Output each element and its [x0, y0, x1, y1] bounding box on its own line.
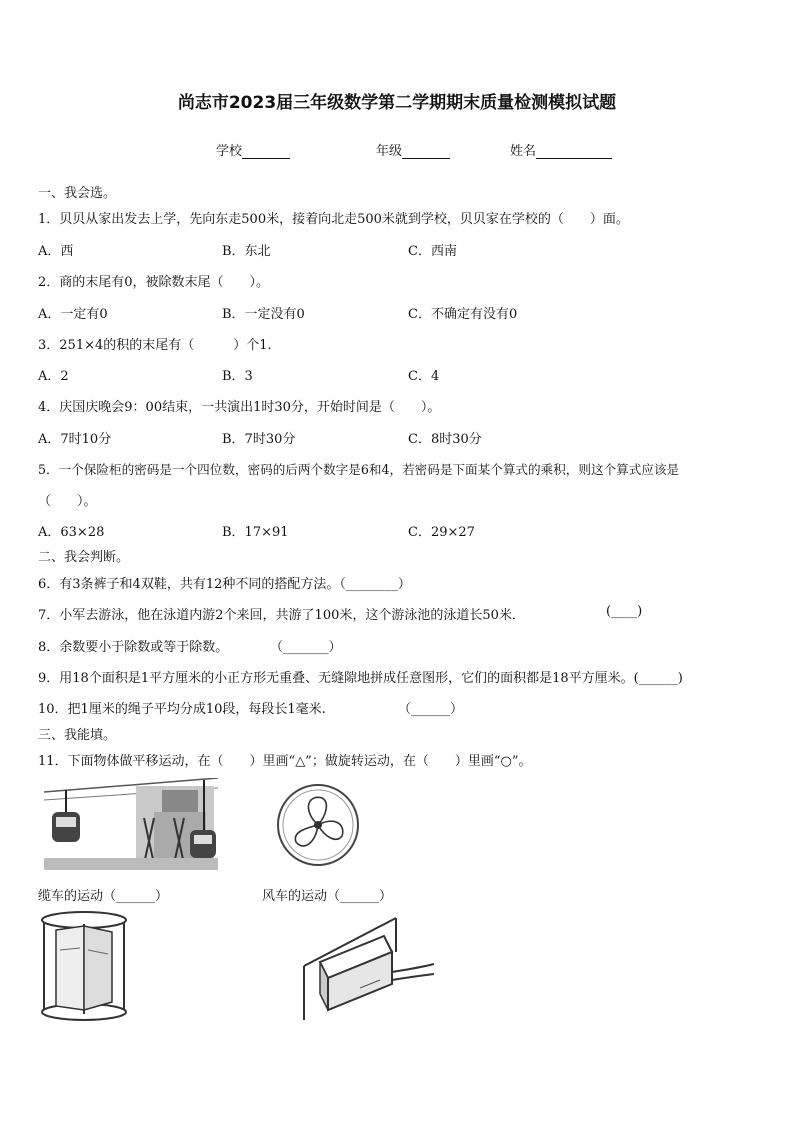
- q4-option-a[interactable]: A．7时10分: [38, 432, 112, 447]
- q2-option-a[interactable]: A．一定有0: [38, 307, 108, 322]
- q4-option-b[interactable]: B．7时30分: [222, 432, 296, 447]
- grade-blank[interactable]: [402, 144, 450, 159]
- q3-option-b[interactable]: B．3: [222, 369, 253, 384]
- q3-option-a[interactable]: A．2: [38, 369, 69, 384]
- section-3-heading: 三、我能填。: [38, 728, 117, 743]
- question-4: 4．庆国庆晚会9：00结束，一共演出1时30分，开始时间是（ ）。: [38, 400, 441, 415]
- q8-answer-blank[interactable]: （_______）: [270, 640, 342, 655]
- q5-option-a[interactable]: A．63×28: [38, 525, 105, 540]
- grade-label: 年级: [376, 144, 403, 159]
- page-title: 尚志市2023届三年级数学第二学期期末质量检测模拟试题: [177, 93, 617, 113]
- question-5: 5．一个保险柜的密码是一个四位数，密码的后两个数字是6和4，若密码是下面某个算式的乘积，则这个算式应该是: [38, 462, 680, 477]
- question-1: 1．贝贝从家出发去上学，先向东走500米，接着向北走500米就到学校，贝贝家在学校的（ ）面。: [38, 212, 629, 227]
- q7-answer-blank[interactable]: (____): [606, 604, 643, 619]
- cable-car-caption[interactable]: 缆车的运动（______）: [38, 889, 169, 904]
- q1-option-b[interactable]: B．东北: [222, 244, 271, 259]
- name-label: 姓名: [510, 144, 537, 159]
- school-blank[interactable]: [242, 144, 290, 159]
- grade-field: [376, 140, 450, 159]
- cable-car-icon: [44, 778, 218, 870]
- question-2: 2．商的末尾有0，被除数末尾（ ）。: [38, 275, 270, 290]
- question-10: 10．把1厘米的绳子平均分成10段，每段长1毫米.: [38, 702, 326, 717]
- school-field: [216, 140, 290, 159]
- q4-option-c[interactable]: C．8时30分: [408, 432, 482, 447]
- question-3: 3．251×4的积的末尾有（ ）个1．: [38, 338, 281, 353]
- q2-option-c[interactable]: C．不确定有没有0: [408, 307, 518, 322]
- section-2-heading: 二、我会判断。: [38, 550, 130, 565]
- drawer-icon: [300, 912, 440, 1024]
- q1-option-c[interactable]: C．西南: [408, 244, 457, 259]
- q3-option-c[interactable]: C．4: [408, 369, 440, 384]
- q10-answer-blank[interactable]: （______）: [398, 702, 464, 717]
- question-6: 6．有3条裤子和4双鞋，共有12种不同的搭配方法。（________）: [38, 577, 411, 592]
- question-11: 11．下面物体做平移运动，在（ ）里画“△”；做旋转运动，在（ ）里画“○”。: [38, 754, 532, 769]
- q1-option-a[interactable]: A．西: [38, 244, 74, 259]
- fan-windmill-icon: [272, 780, 364, 870]
- windmill-caption[interactable]: 风车的运动（______）: [262, 889, 393, 904]
- q5-option-c[interactable]: C．29×27: [408, 525, 475, 540]
- q2-option-b[interactable]: B．一定没有0: [222, 307, 305, 322]
- name-field: [510, 140, 612, 159]
- question-9: 9．用18个面积是1平方厘米的小正方形无重叠、无缝隙地拼成任意图形，它们的面积都是18平方厘米。(______): [38, 671, 683, 686]
- school-label: 学校: [216, 144, 243, 159]
- question-5-blank: （ ）。: [38, 494, 97, 509]
- section-1-heading: 一、我会选。: [38, 186, 117, 201]
- question-8: 8．余数要小于除数或等于除数。: [38, 640, 229, 655]
- question-7: 7．小军去游泳，他在泳道内游2个来回，共游了100米，这个游泳池的泳道长50米．: [38, 608, 525, 623]
- revolving-door-icon: [36, 910, 132, 1022]
- name-blank[interactable]: [536, 144, 612, 159]
- q5-option-b[interactable]: B．17×91: [222, 525, 289, 540]
